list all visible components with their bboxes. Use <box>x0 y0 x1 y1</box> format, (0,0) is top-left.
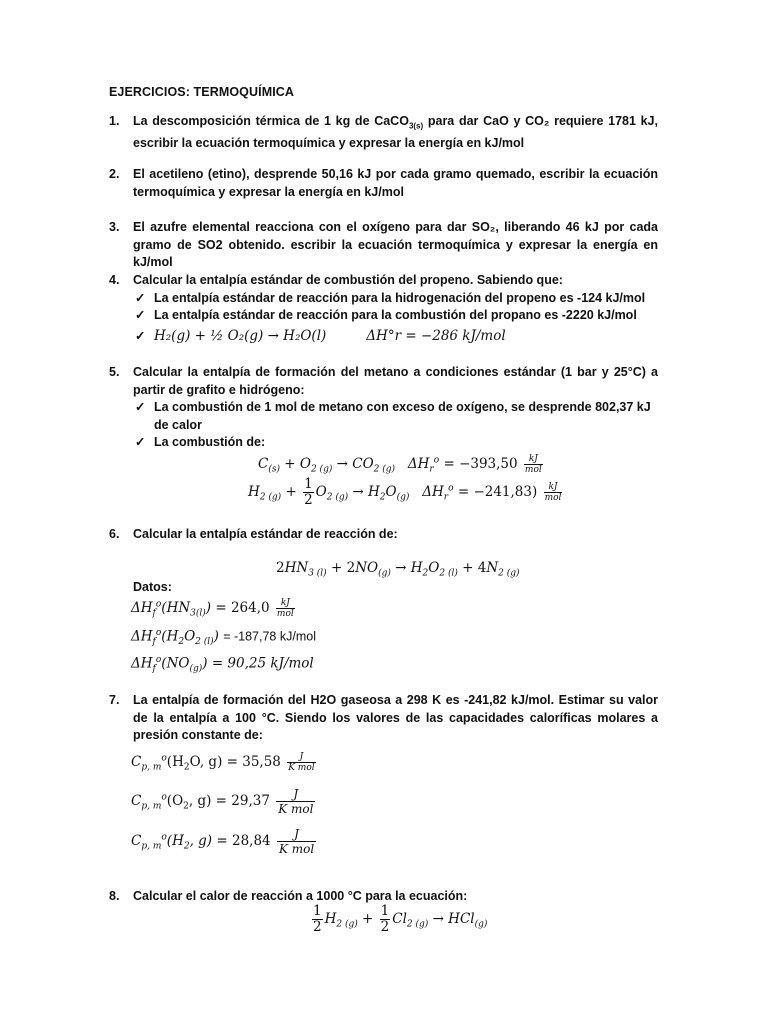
exercise-text: Calcular la entalpía estándar de combustión del propeno. Sabiendo que: <box>133 273 563 287</box>
check-icon: ✓ <box>135 290 146 305</box>
equation: H₂(g) + ½ O₂(g) → H₂O(l) <box>154 327 327 344</box>
exercise-5 <box>109 364 658 452</box>
data-hn3: $\Delta H_f^o(HN_{3(l)}) = 264,0$ $\frac{kJ}{\text{mol}}$ <box>131 598 294 619</box>
check-item: ✓ La entalpía estándar de reacción para la hidrogenación del propeno es -124 kJ/mol <box>133 290 658 308</box>
exercise-7 <box>109 692 658 745</box>
exercise-text: Calcular la entalpía estándar de reacción de: <box>133 527 398 541</box>
exercise-number: 1. <box>109 114 120 128</box>
exercise-number: 2. <box>109 167 120 181</box>
reaction-equation-hcl: $\frac{1}{2}$ $H_{2 (g)}$ + $\frac{1}{2}$ $Cl_{2 (g)} \to HCl_{(g)}$ <box>313 903 488 935</box>
check-item: ✓ La entalpía estándar de reacción para la combustión del propano es -2220 kJ/mol <box>133 307 658 325</box>
cp-h2o: $C_{p, m}^o(H_2O$, g) = 35,58 $\frac{J}{\text{K mol}}$ <box>131 752 315 773</box>
check-list <box>133 290 658 346</box>
exercise-2 <box>109 166 658 201</box>
equation-hydrogen-combustion: $H_{2 (g)}$ + $\frac{1}{2}$ $O_{2 (g)} \to H_2O_{(g)}$ $\Delta H_r^o = -241,83$) $\frac{kJ}{\text{mol}}$ <box>248 476 562 508</box>
exercise-6 <box>109 526 658 544</box>
exercise-3 <box>109 219 658 272</box>
cp-o2: $C_{p, m}^o(O_2$, g) = 29,37 J K mol <box>131 787 314 816</box>
exercise-number: 5. <box>109 365 120 379</box>
exercise-text: El azufre elemental reacciona con el oxígeno para dar SO₂, liberando 46 kJ por cada gramo de SO2 obtenido. escribir la ecuación termoquímica y expresar la energía en kJ/mol <box>133 220 658 269</box>
data-h2o2: $\Delta H_f^o(H_2O_{2 (l)}) = -187,78$ kJ/mol <box>131 628 316 648</box>
check-list <box>133 399 658 452</box>
exercise-number: 3. <box>109 220 120 234</box>
exercise-number: 8. <box>109 889 120 903</box>
exercise-text: Calcular el calor de reacción a 1000 °C para la ecuación: <box>133 889 468 903</box>
exercise-text: El acetileno (etino), desprende 50,16 kJ por cada gramo quemado, escribir la ecuación termoquímica y expresar la energía en kJ/mol <box>133 167 658 199</box>
exercise-number: 7. <box>109 693 120 707</box>
reaction-equation: $2HN_{3 (l)} + 2NO_{(g)} \to H_2O_{2 (l)} + 4N_{2 (g)}$ <box>276 560 520 579</box>
exercise-number: 4. <box>109 273 120 287</box>
exercise-4 <box>109 272 658 345</box>
equation-carbon-combustion: $C_{(s)} + O_{2 (g)} \to CO_{2 (g)}$ $\Delta H_r^o = -393,50$ $\frac{kJ}{\text{mol}}$ <box>258 454 542 475</box>
check-icon: ✓ <box>135 328 146 343</box>
check-icon: ✓ <box>135 435 146 449</box>
check-item: ✓ La combustión de: <box>133 434 658 452</box>
datos-label: Datos: <box>133 580 172 594</box>
enthalpy-value: ΔH°r = −286 kJ/mol <box>366 327 506 344</box>
exercise-1 <box>109 113 658 153</box>
exercise-text: La descomposición térmica de 1 kg de CaCO$_{3(s)}$ para dar CaO y CO₂ requiere 1781 kJ, escribir la ecuación termoquímica y expresar la energía en kJ/mol <box>133 114 658 150</box>
exercise-text: La entalpía de formación del H2O gaseosa a 298 K es -241,82 kJ/mol. Estimar su valor de la entalpía a 100 °C. Siendo los valores de las capacidades caloríficas molares a presión constante de: <box>133 693 658 742</box>
check-icon: ✓ <box>135 400 146 414</box>
page-title: EJERCICIOS: TERMOQUÍMICA <box>109 85 295 99</box>
cp-h2: $C_{p, m}^o(H_2$, g) = 28,84 J K mol <box>131 827 315 856</box>
check-icon: ✓ <box>135 308 146 322</box>
check-item: ✓ La combustión de 1 mol de metano con exceso de oxígeno, se desprende 802,37 kJ de calor <box>135 400 651 432</box>
exercise-text: Calcular la entalpía de formación del metano a condiciones estándar (1 bar y 25°C) a partir de grafito e hidrógeno: <box>133 365 658 397</box>
check-item <box>133 328 658 346</box>
exercise-number: 6. <box>109 527 120 541</box>
data-no: $\Delta H_f^o(NO_{(g)}) = 90,25$ kJ/mol <box>131 655 314 675</box>
